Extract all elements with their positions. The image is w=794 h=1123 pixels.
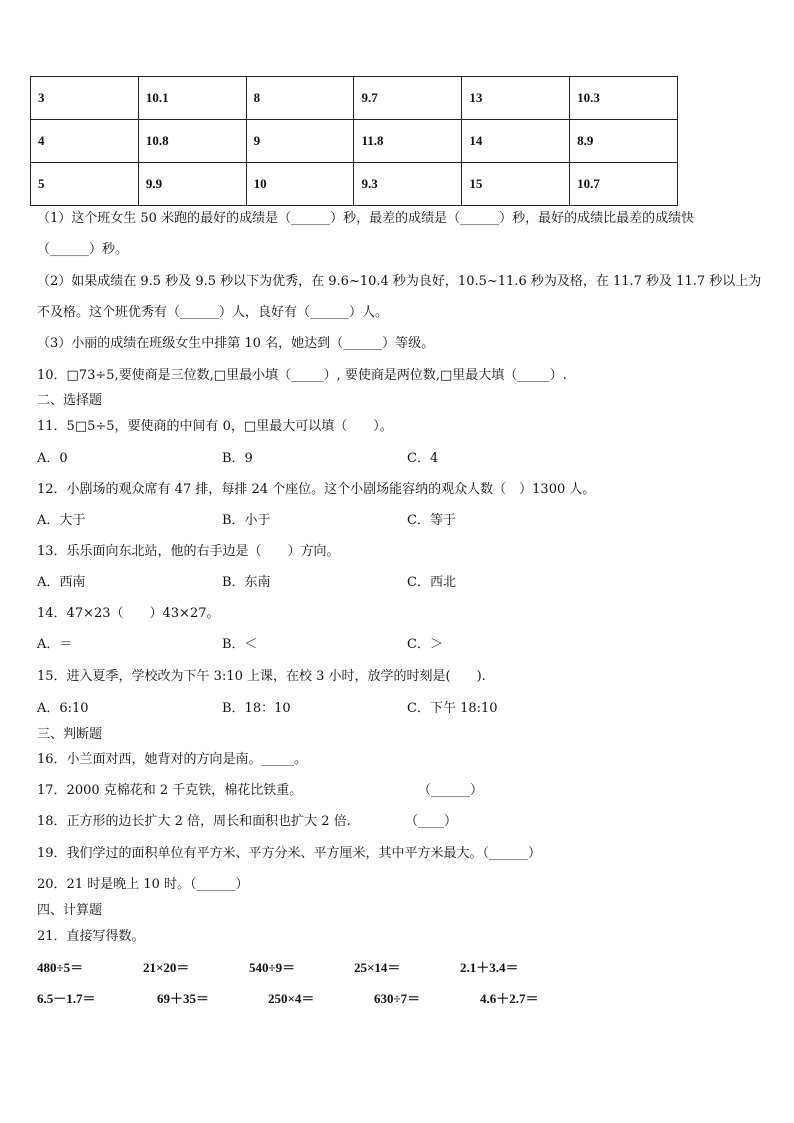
- question-12: 12．小剧场的观众席有 47 排，每排 24 个座位。这个小剧场能容纳的观众人数（ ）1300 人。: [37, 482, 596, 497]
- option-b: B．小于: [222, 513, 271, 528]
- table-cell: 4: [31, 120, 139, 163]
- table-cell: 8.9: [570, 120, 678, 163]
- option-a: A．大于: [37, 513, 86, 528]
- table-cell: 13: [462, 77, 570, 120]
- option-b: B．9: [222, 451, 253, 466]
- calc-item: 630÷7＝: [374, 991, 421, 1006]
- option-a: A．0: [37, 451, 68, 466]
- table-cell: 10.1: [138, 77, 246, 120]
- score-table: [30, 76, 678, 206]
- question-9-part-2: （2）如果成绩在 9.5 秒及 9.5 秒以下为优秀，在 9.6~10.4 秒为良好，10.5~11.6 秒为及格，在 11.7 秒及 11.7 秒以上为: [37, 274, 762, 289]
- calc-item: 4.6＋2.7＝: [480, 991, 539, 1006]
- option-b: B．18：10: [222, 701, 291, 716]
- section-heading-judgement: 三、判断题: [37, 727, 103, 742]
- option-c: C．＞: [407, 637, 443, 652]
- question-20: 20．21 时是晚上 10 时。（______）: [37, 877, 249, 892]
- table-cell: 9.7: [354, 77, 462, 120]
- table-cell: 10.3: [570, 77, 678, 120]
- section-heading-choice: 二、选择题: [37, 393, 103, 408]
- question-16: 16．小兰面对西，她背对的方向是南。_____。: [37, 752, 308, 767]
- question-10: 10．□73÷5,要使商是三位数,□里最小填（_____）, 要使商是两位数,□里最大填（_____）.: [37, 368, 567, 383]
- table-cell: 14: [462, 120, 570, 163]
- calc-item: 21×20＝: [143, 960, 190, 975]
- calc-item: 250×4＝: [268, 991, 315, 1006]
- answer-blank: （____）: [405, 814, 458, 829]
- table-row: [31, 120, 678, 163]
- question-11: 11．5□5÷5，要使商的中间有 0，□里最大可以填（ ）。: [37, 419, 393, 434]
- table-cell: 11.8: [354, 120, 462, 163]
- table-row: [31, 77, 678, 120]
- question-9-part-2-cont: 不及格。这个班优秀有（______）人，良好有（______）人。: [37, 305, 389, 320]
- option-a: A．6:10: [37, 701, 89, 716]
- calc-item: 25×14＝: [354, 960, 401, 975]
- calc-item: 540÷9＝: [249, 960, 296, 975]
- table-cell: 5: [31, 163, 139, 206]
- option-c: C．等于: [407, 513, 456, 528]
- table-cell: 10.7: [570, 163, 678, 206]
- table-cell: 15: [462, 163, 570, 206]
- question-9-part-1-cont: （______）秒。: [37, 242, 129, 257]
- calc-item: 69＋35＝: [157, 991, 210, 1006]
- calc-item: 480÷5＝: [37, 960, 84, 975]
- table-cell: 9.9: [138, 163, 246, 206]
- question-14: 14．47×23（ ）43×27。: [37, 606, 220, 621]
- question-15: 15．进入夏季，学校改为下午 3:10 上课，在校 3 小时，放学的时刻是( ).: [37, 669, 486, 684]
- question-21: 21．直接写得数。: [37, 929, 145, 944]
- option-c: C．西北: [407, 575, 456, 590]
- option-b: B．＜: [222, 637, 258, 652]
- question-17: 17．2000 克棉花和 2 千克铁，棉花比铁重。: [37, 783, 303, 798]
- section-heading-calculation: 四、计算题: [37, 903, 103, 918]
- option-a: A．＝: [37, 637, 73, 652]
- table-cell: 9: [246, 120, 354, 163]
- table-cell: 8: [246, 77, 354, 120]
- option-c: C．4: [407, 451, 439, 466]
- table-cell: 3: [31, 77, 139, 120]
- answer-blank: （______）: [418, 783, 484, 798]
- table-row: [31, 163, 678, 206]
- option-b: B．东南: [222, 575, 271, 590]
- question-18: 18．正方形的边长扩大 2 倍，周长和面积也扩大 2 倍.: [37, 814, 351, 829]
- option-c: C．下午 18:10: [407, 701, 498, 716]
- question-9-part-1: （1）这个班女生 50 米跑的最好的成绩是（______）秒，最差的成绩是（______）秒，最好的成绩比最差的成绩快: [37, 211, 695, 226]
- calc-item: 6.5－1.7＝: [37, 991, 96, 1006]
- question-19: 19．我们学过的面积单位有平方米、平方分米、平方厘米，其中平方米最大。（______）: [37, 846, 542, 861]
- table-cell: 10.8: [138, 120, 246, 163]
- calc-item: 2.1＋3.4＝: [460, 960, 519, 975]
- table-cell: 9.3: [354, 163, 462, 206]
- table-cell: 10: [246, 163, 354, 206]
- question-13: 13．乐乐面向东北站，他的右手边是（ ）方向。: [37, 544, 340, 559]
- question-9-part-3: （3）小丽的成绩在班级女生中排第 10 名，她达到（______）等级。: [37, 336, 435, 351]
- option-a: A．西南: [37, 575, 86, 590]
